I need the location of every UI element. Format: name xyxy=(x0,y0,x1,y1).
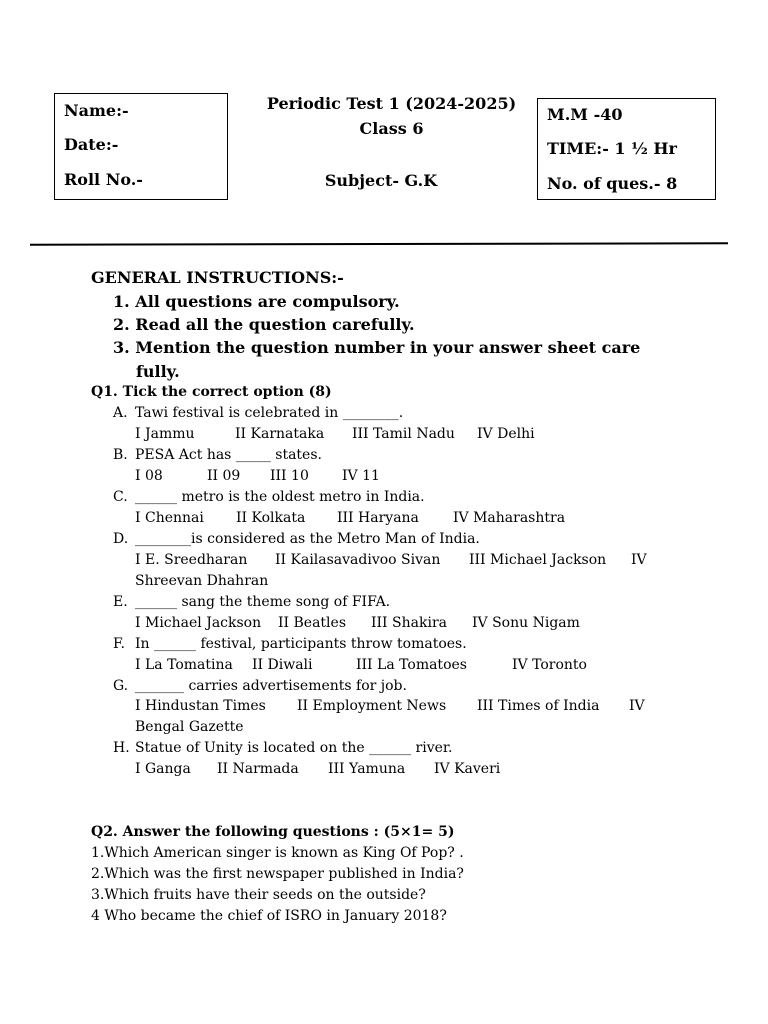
instruction-text: Read all the question carefully. xyxy=(135,315,415,334)
subject-label: Subject- G.K xyxy=(324,171,438,190)
q1-option: II Kailasavadivoo Sivan xyxy=(275,552,441,568)
instruction-text: Mention the question number in your answer sheet care xyxy=(135,338,641,357)
exam-info-box xyxy=(537,98,716,200)
instruction-text: All questions are compulsory. xyxy=(135,292,400,311)
q1-option: I Michael Jackson xyxy=(135,615,262,631)
q1-option: III Tamil Nadu xyxy=(352,426,455,442)
q1-question-letter: H. xyxy=(113,740,130,756)
q1-question-text: PESA Act has _____ states. xyxy=(135,447,322,463)
q1-option: IV Maharashtra xyxy=(453,510,566,526)
test-title: Periodic Test 1 (2024-2025) xyxy=(266,94,517,113)
q1-option: III Yamuna xyxy=(328,761,406,777)
q1-question-text: Tawi festival is celebrated in ________. xyxy=(135,405,404,421)
q1-option: I Chennai xyxy=(135,510,204,526)
class-label: Class 6 xyxy=(359,119,424,138)
q1-option: III Haryana xyxy=(337,510,419,526)
student-info-box xyxy=(54,93,228,200)
q1-option: IV Delhi xyxy=(477,426,535,442)
q1-option: I E. Sreedharan xyxy=(135,552,248,568)
q2-question: 3.Which fruits have their seeds on the outside? xyxy=(91,887,426,903)
q1-option: II Kolkata xyxy=(236,510,306,526)
q1-option: III 10 xyxy=(270,468,309,484)
instruction-number: 2. xyxy=(113,315,130,334)
instructions-title: GENERAL INSTRUCTIONS:- xyxy=(91,268,344,287)
q1-question-letter: C. xyxy=(113,489,128,505)
q1-option: III Michael Jackson xyxy=(469,552,607,568)
q1-question-letter: G. xyxy=(113,678,129,694)
q1-option: II Beatles xyxy=(278,615,347,631)
q1-option: I Jammu xyxy=(135,426,195,442)
q2-heading: Q2. Answer the following questions : (5×1= 5) xyxy=(91,824,455,840)
q1-question-letter: E. xyxy=(113,594,128,610)
q1-option: I La Tomatina xyxy=(135,657,233,673)
header-divider xyxy=(30,242,728,245)
q1-question-text: ______ metro is the oldest metro in India. xyxy=(135,489,425,505)
instruction-item xyxy=(113,292,400,311)
q1-option: III Shakira xyxy=(371,615,447,631)
q1-question-letter: D. xyxy=(113,531,129,547)
roll-number-label: Roll No.- xyxy=(64,170,143,189)
q1-option: IV xyxy=(629,698,645,714)
q1-question-text: In ______ festival, participants throw tomatoes. xyxy=(135,636,467,652)
q1-option: II Karnataka xyxy=(235,426,325,442)
q1-question-text: _______ carries advertisements for job. xyxy=(135,678,407,694)
q1-question-letter: F. xyxy=(113,636,125,652)
q1-question-text: Statue of Unity is located on the ______ river. xyxy=(135,740,453,756)
question-count: No. of ques.- 8 xyxy=(547,174,678,193)
name-label: Name:- xyxy=(64,101,129,120)
max-marks: M.M -40 xyxy=(547,105,623,124)
instruction-number: 1. xyxy=(113,292,130,311)
instruction-item xyxy=(113,315,415,334)
q1-option: IV 11 xyxy=(342,468,380,484)
q1-heading: Q1. Tick the correct option (8) xyxy=(91,384,332,400)
q1-option: II 09 xyxy=(207,468,241,484)
q1-question-letter: A. xyxy=(113,405,128,421)
q1-question-text: ______ sang the theme song of FIFA. xyxy=(135,594,391,610)
q2-question: 2.Which was the first newspaper published in India? xyxy=(91,866,464,882)
q1-option: III La Tomatoes xyxy=(356,657,467,673)
date-label: Date:- xyxy=(64,135,119,154)
instruction-item xyxy=(113,338,640,357)
q2-question: 4 Who became the chief of ISRO in January 2018? xyxy=(91,908,447,924)
time-allowed: TIME:- 1 ½ Hr xyxy=(547,139,677,158)
q1-option: II Diwali xyxy=(252,657,313,673)
q1-option-continued: Shreevan Dhahran xyxy=(135,573,269,589)
q1-question-text: ________is considered as the Metro Man of India. xyxy=(135,531,480,547)
q1-option: IV xyxy=(631,552,647,568)
q1-option: II Employment News xyxy=(297,698,447,714)
q1-option: IV Toronto xyxy=(512,657,587,673)
q1-option: II Narmada xyxy=(217,761,299,777)
instruction-number: 3. xyxy=(113,338,130,357)
q1-option: I Ganga xyxy=(135,761,191,777)
q1-option: I 08 xyxy=(135,468,163,484)
q1-option: IV Kaveri xyxy=(434,761,501,777)
q1-question-letter: B. xyxy=(113,447,128,463)
q1-option: III Times of India xyxy=(477,698,600,714)
q1-option: IV Sonu Nigam xyxy=(472,615,580,631)
q2-question: 1.Which American singer is known as King Of Pop? . xyxy=(91,845,464,861)
q1-option: I Hindustan Times xyxy=(135,698,266,714)
instruction-text-continued: fully. xyxy=(136,362,180,381)
q1-option-continued: Bengal Gazette xyxy=(135,719,244,735)
